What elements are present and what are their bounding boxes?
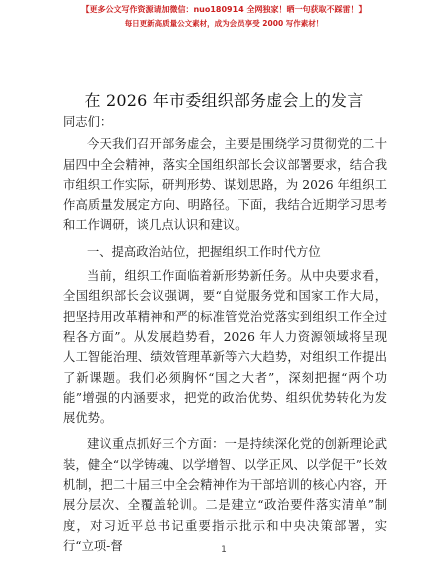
promo-banner — [0, 3, 448, 31]
salutation: 同志们： — [63, 115, 113, 129]
paragraph-situation: 当前，组织工作面临着新形势新任务。从中央要求看，全国组织部长会议强调，要“自觉服务党和国家工作大局，把坚持用改革精神和严的标准管党治党落实到组织工作全过程各方面”。从发展趋势看，2026 年人力资源领域将呈现人工智能治理、绩效管理革新等六大趋势，对组织工作提出了新课题。我们必须胸怀“国之大者”，深刻把握“两个功能”增强的内涵要求，把党的政治优势、组织优势转化为发展优势。 — [63, 269, 387, 426]
section-heading-1: 一、提高政治站位，把握组织工作时代方位 — [87, 244, 321, 259]
document-body — [63, 112, 387, 556]
paragraph-intro: 今天我们召开部务虚会，主要是围绕学习贯彻党的二十届四中全会精神，落实全国组织部长会议部署要求，结合我市组织工作实际，研判形势、谋划思路，为 2026 年组织工作高质量发展定方向、明路径。下面，我结合近期学习思考和工作调研，谈几点认识和建议。 — [63, 137, 387, 233]
document-title: 在 2026 年市委组织部务虚会上的发言 — [84, 91, 364, 110]
promo-banner-line-1: 【更多公文写作资源请加微信：nuo180914 全网独家！晒一句获取不踩雷！】 — [81, 5, 367, 14]
paragraph-suggestions: 建议重点抓好三个方面：一是持续深化党的创新理论武装，健全“以学铸魂、以学增智、以学正风、以学促干”长效机制，把二十届三中全会精神作为干部培训的核心内容，开展分层次、全覆盖轮训。二是建立“政治要件落实清单”制度，对习近平总书记重要指示批示和中央决策部署，实行“立项-督 — [63, 437, 387, 553]
page-number: 1 — [221, 545, 227, 555]
promo-banner-line-2: 每日更新高质量公文素材，成为会员享受 2000 写作素材！ — [124, 19, 324, 28]
